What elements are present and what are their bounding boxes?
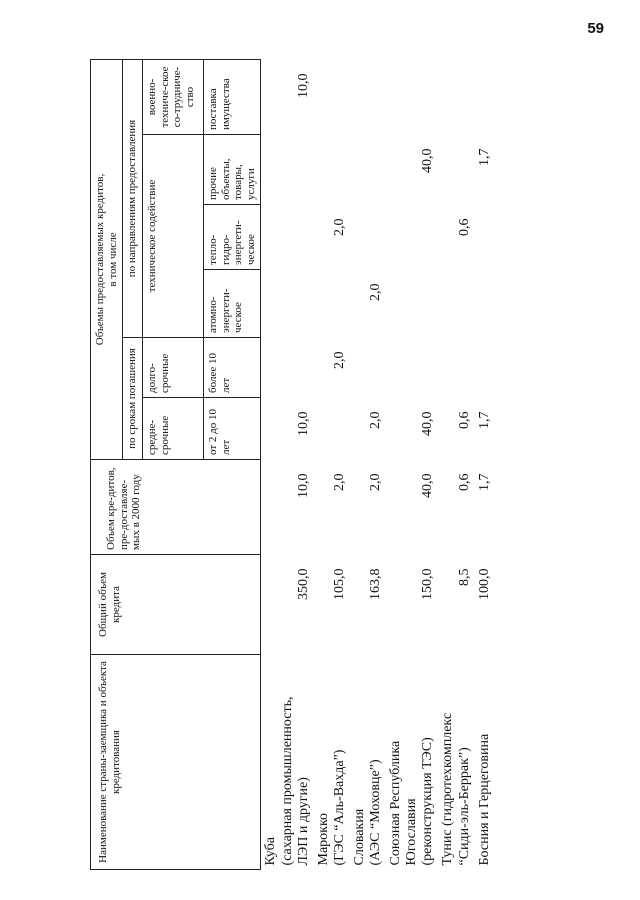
- cell-mid: 1,7: [476, 411, 492, 429]
- header-by-direction: по направлениям предоставления: [123, 59, 143, 337]
- table-row: [438, 59, 474, 869]
- cell-y2000: 2,0: [368, 473, 384, 491]
- cell-mid: 10,0: [295, 411, 311, 436]
- cell-y2000: 10,0: [295, 473, 311, 498]
- cell-y2000: 0,6: [456, 473, 472, 491]
- country-name-line: (ГЭС “Аль-Вахда”): [331, 749, 347, 866]
- cell-total: 105,0: [331, 568, 347, 600]
- cell-atom: [386, 270, 438, 338]
- header-volumes-label: Объемы предоставляемых кредитов,: [94, 173, 106, 346]
- row-country-name: [314, 655, 350, 870]
- country-name-line: ЛЭП и другие): [295, 777, 311, 866]
- cell-mil: 10,0: [295, 73, 311, 98]
- table-row: [475, 59, 495, 869]
- header-y2000: Объем кре-дитов, пре-доставляе-мых в 2000 году: [91, 460, 261, 555]
- cell-long: [475, 338, 495, 398]
- header-thermo: тепло-гидро-энергети-ческое: [203, 205, 261, 270]
- header-long-term: долго-срочные: [142, 338, 203, 398]
- cell-total: 150,0: [420, 568, 436, 600]
- cell-other: 1,7: [476, 148, 492, 166]
- header-tech-assist: техническое содействие: [142, 135, 203, 338]
- cell-atom: [261, 270, 314, 338]
- table-row: [386, 59, 438, 869]
- country-name-line: Куба: [263, 837, 279, 866]
- cell-mid: 40,0: [420, 411, 436, 436]
- cell-long: [386, 338, 438, 398]
- table-row: [261, 59, 314, 869]
- cell-y2000: 2,0: [331, 473, 347, 491]
- header-other: прочие объекты, товары, услуги: [203, 135, 261, 205]
- country-name-line: Словакия: [351, 808, 367, 866]
- cell-teplo: [386, 205, 438, 270]
- header-total: Общий объем кредита: [91, 555, 261, 655]
- cell-teplo: 0,6: [456, 218, 472, 236]
- cell-teplo: 2,0: [331, 218, 347, 236]
- country-name-line: “Сиди-эль-Беррак”): [456, 747, 472, 866]
- header-including-label: в том числе: [106, 232, 119, 287]
- row-country-name: [475, 655, 495, 870]
- cell-teplo: [261, 205, 314, 270]
- header-volumes: [91, 59, 123, 459]
- cell-total: 350,0: [295, 568, 311, 600]
- cell-other: [350, 135, 386, 205]
- cell-total: 100,0: [476, 568, 492, 600]
- cell-total: 8,5: [456, 568, 472, 586]
- cell-mil: [350, 59, 386, 134]
- country-name-line: Тунис (гидротехкомплекс: [440, 712, 456, 866]
- cell-total: 163,8: [368, 568, 384, 600]
- cell-atom: 2,0: [368, 283, 384, 301]
- cell-atom: [314, 270, 350, 338]
- credits-table: [90, 59, 495, 870]
- cell-mid: [314, 398, 350, 460]
- header-mid-range: от 2 до 10 лет: [203, 398, 261, 460]
- cell-mid: 2,0: [368, 411, 384, 429]
- cell-mil: [314, 59, 350, 134]
- header-mid-term: средне-срочные: [142, 398, 203, 460]
- cell-long: [438, 338, 474, 398]
- country-name-line: Союзная Республика: [388, 740, 404, 866]
- cell-other: [314, 135, 350, 205]
- table-row: [350, 59, 386, 869]
- cell-other: [261, 135, 314, 205]
- country-name-line: Югославия: [404, 798, 420, 866]
- cell-long: [261, 338, 314, 398]
- country-name-line: (АЭС “Моховце”): [368, 759, 384, 866]
- cell-mil: [386, 59, 438, 134]
- row-country-name: [350, 655, 386, 870]
- country-name-line: (сахарная промышленность,: [279, 696, 295, 866]
- cell-atom: [438, 270, 474, 338]
- table-body: [261, 59, 495, 869]
- page-number: 59: [587, 20, 604, 37]
- cell-y2000: 40,0: [420, 473, 436, 498]
- header-supply: поставка имущества: [203, 59, 261, 134]
- cell-atom: [475, 270, 495, 338]
- cell-long: [350, 338, 386, 398]
- cell-teplo: [350, 205, 386, 270]
- header-by-maturity: по срокам погашения: [123, 338, 143, 460]
- header-name: Наименование страны-заемщика и объекта кредитования: [91, 655, 261, 870]
- row-country-name: [261, 655, 314, 870]
- header-atomic: атомно-энергети-ческое: [203, 270, 261, 338]
- row-country-name: [386, 655, 438, 870]
- header-long-range: более 10 лет: [203, 338, 261, 398]
- cell-mil: [438, 59, 474, 134]
- rotated-table-container: [90, 60, 615, 870]
- cell-mil: [475, 59, 495, 134]
- country-name-line: Босния и Герцеговина: [476, 733, 492, 866]
- table-row: [314, 59, 350, 869]
- cell-other: 40,0: [420, 148, 436, 173]
- country-name-line: Марокко: [315, 812, 331, 866]
- cell-mid: 0,6: [456, 411, 472, 429]
- cell-teplo: [475, 205, 495, 270]
- country-name-line: (реконструкция ТЭС): [420, 737, 436, 866]
- cell-other: [438, 135, 474, 205]
- row-country-name: [438, 655, 474, 870]
- header-military: военно-техниче-ское со-трудниче-ство: [142, 59, 203, 134]
- cell-y2000: 1,7: [476, 473, 492, 491]
- cell-long: 2,0: [331, 351, 347, 369]
